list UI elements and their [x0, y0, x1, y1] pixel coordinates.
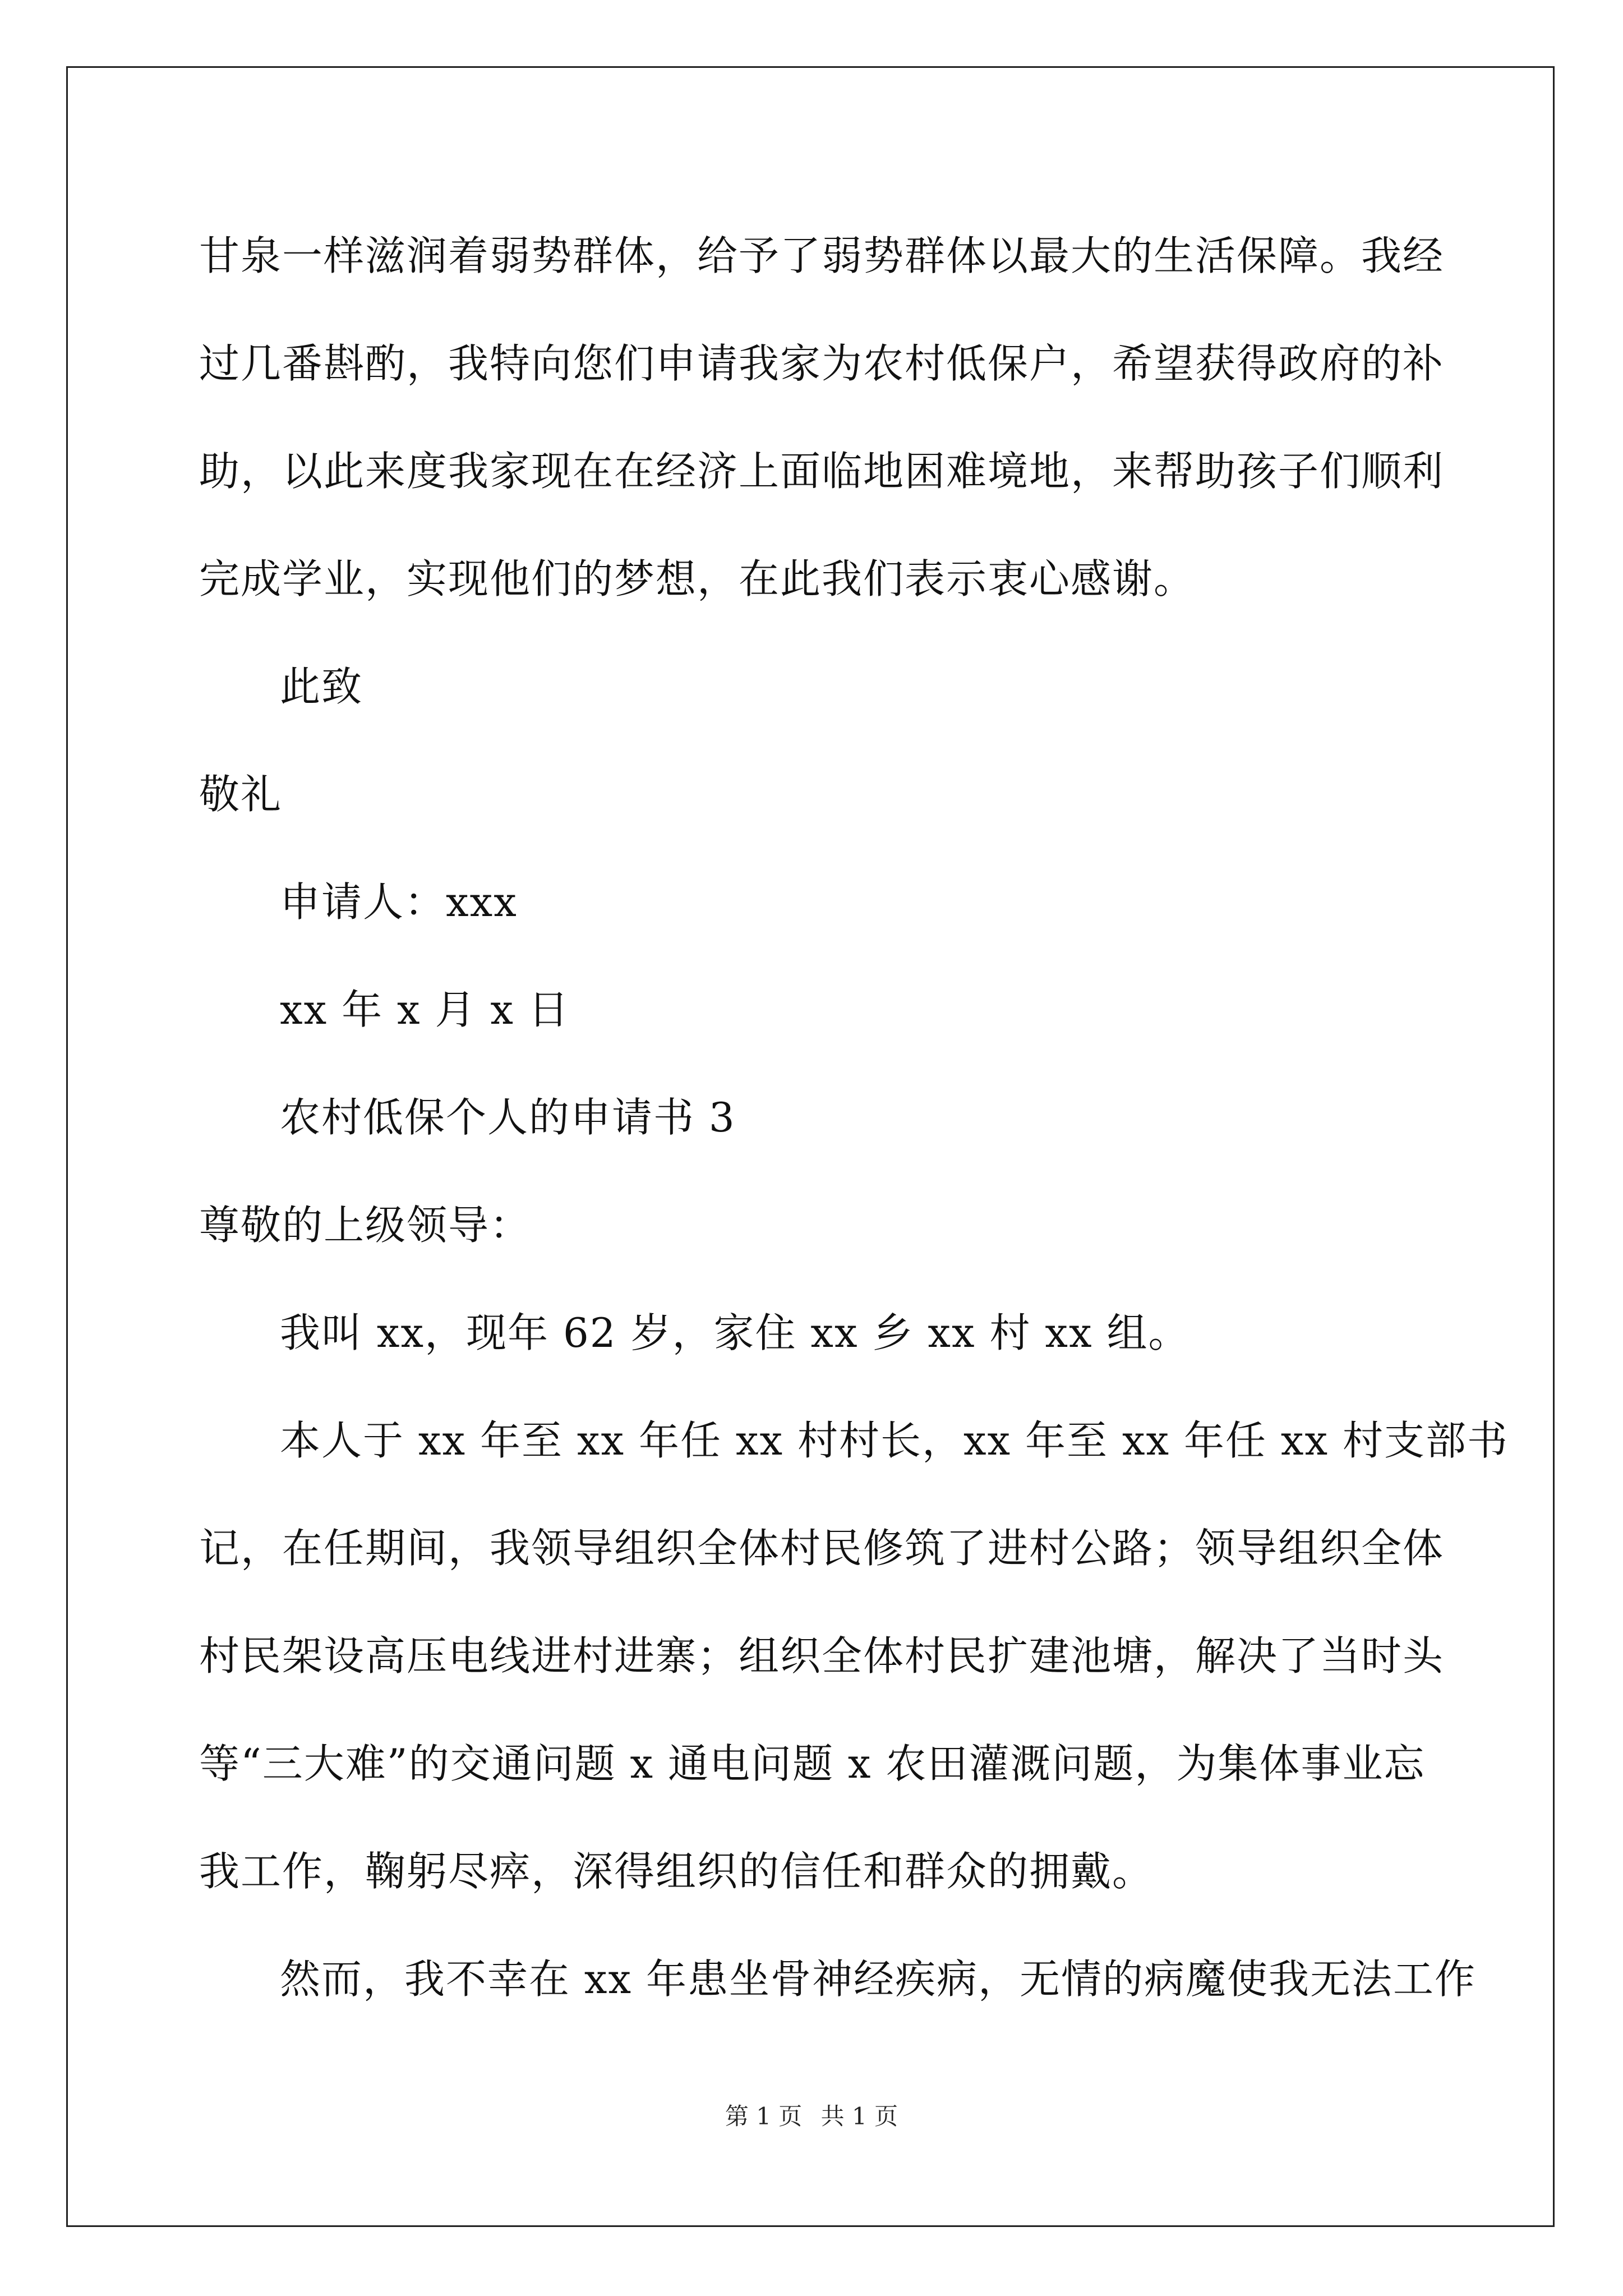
applicant-signature: 申请人：xxx: [280, 878, 518, 926]
paragraph-line: 过几番斟酌，我特向您们申请我家为农村低保户，希望获得政府的补: [199, 340, 1445, 387]
paragraph-line: 助，以此来度我家现在在经济上面临地困难境地，来帮助孩子们顺利: [199, 448, 1445, 495]
paragraph-line: 甘泉一样滋润着弱势群体，给予了弱势群体以最大的生活保障。我经: [199, 232, 1445, 279]
paragraph-line: 完成学业，实现他们的梦想，在此我们表示衷心感谢。: [199, 555, 1196, 602]
closing-salutation: 此致: [280, 663, 363, 710]
paragraph-line: 村民架设高压电线进村进寨；组织全体村民扩建池塘，解决了当时头: [199, 1632, 1445, 1680]
greeting: 尊敬的上级领导：: [199, 1202, 532, 1249]
closing-regards: 敬礼: [199, 771, 283, 818]
paragraph-line: 我叫 xx，现年 62 岁，家住 xx 乡 xx 村 xx 组。: [280, 1309, 1190, 1356]
paragraph-line: 等“三大难”的交通问题 x 通电问题 x 农田灌溉问题，为集体事业忘: [199, 1740, 1426, 1787]
document-body: [199, 202, 1509, 2033]
paragraph-line: 我工作，鞠躬尽瘁，深得组织的信任和群众的拥戴。: [199, 1848, 1154, 1895]
section-title: 农村低保个人的申请书 3: [280, 1094, 736, 1141]
page-footer: [0, 2098, 1623, 2132]
paragraph-line: 记，在任期间，我领导组织全体村民修筑了进村公路；领导组织全体: [199, 1525, 1445, 1572]
page-total: 共 1 页: [820, 2102, 898, 2130]
date-line: xx 年 x 月 x 日: [280, 986, 570, 1033]
page-number: 第 1 页: [725, 2102, 803, 2130]
paragraph-line: 本人于 xx 年至 xx 年任 xx 村村长，xx 年至 xx 年任 xx 村支部书: [280, 1417, 1509, 1464]
paragraph-line: 然而，我不幸在 xx 年患坐骨神经疾病，无情的病魔使我无法工作: [280, 1955, 1476, 2003]
